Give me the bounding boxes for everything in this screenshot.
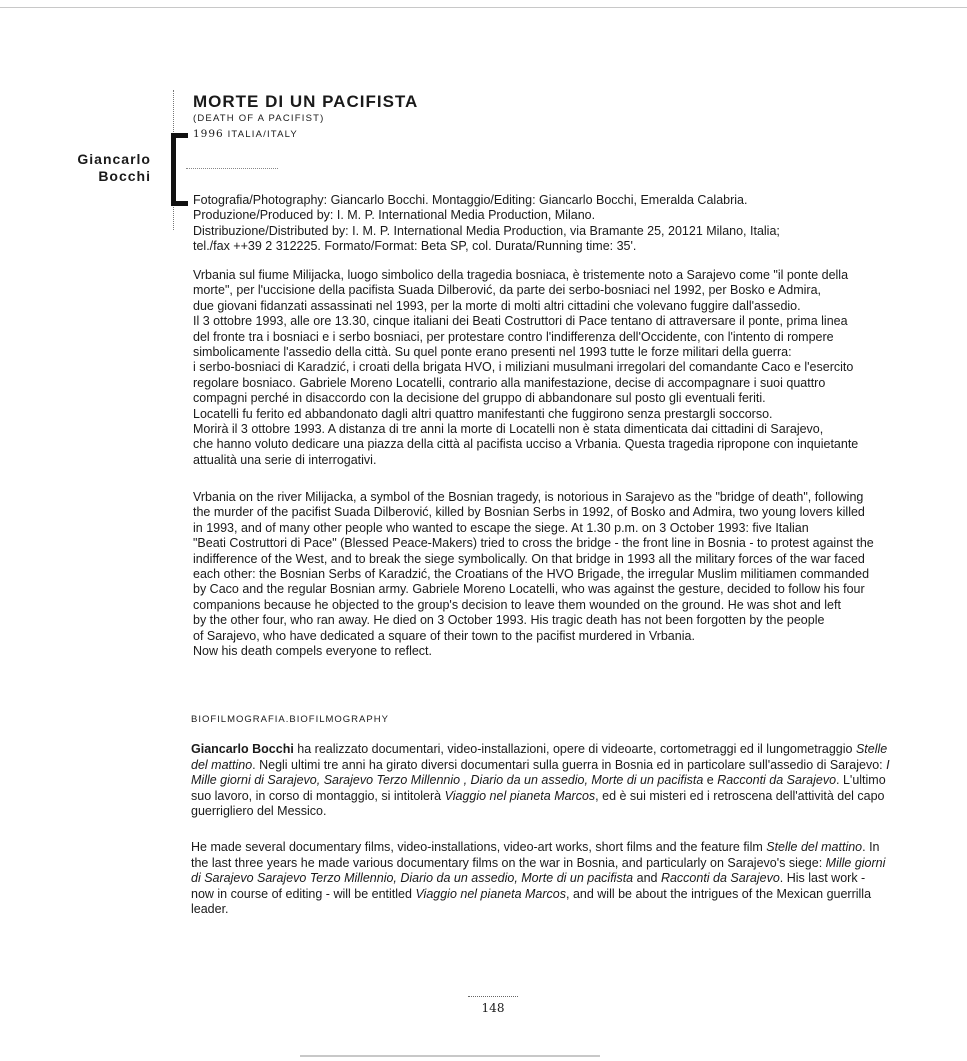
bio-film-title: Stelle del mattino — [191, 742, 888, 772]
bio-name: Giancarlo Bocchi — [191, 742, 294, 756]
bio-film-titles: Mille giorni di Sarajevo Sarajevo Terzo Millennio, Diario da un assedio, Morte di un pacifista — [191, 855, 886, 886]
page-number-rule — [468, 996, 518, 997]
bio-text: ha realizzato documentari, video-installazioni, opere di videoarte, cortometraggi ed il lungometraggio — [293, 742, 856, 756]
film-year: 1996 — [193, 128, 224, 140]
film-title: MORTE DI UN PACIFISTA — [193, 92, 419, 111]
credits-line: Distribuzione/Distributed by: I. M. P. International Media Production, via Bramante 25, 20121 Milano, Italia; — [193, 223, 780, 238]
bottom-rule — [300, 1055, 600, 1057]
bio-text: and — [633, 871, 661, 886]
credits-line: Produzione/Produced by: I. M. P. International Media Production, Milano. — [193, 208, 596, 223]
bracket-mark — [171, 133, 188, 206]
bio-english — [191, 840, 891, 918]
director-name — [77, 151, 151, 185]
film-english-title: (DEATH OF A PACIFIST) — [193, 113, 325, 124]
title-underline — [186, 168, 278, 169]
biofilmography-heading: BIOFILMOGRAFIA.BIOFILMOGRAPHY — [191, 714, 389, 725]
director-last-name: Bocchi — [98, 168, 151, 184]
credits-block — [193, 193, 893, 254]
page-number: 148 — [481, 1001, 505, 1015]
synopsis-italian: Vrbania sul fiume Milijacka, luogo simbolico della tragedia bosniaca, è tristemente noto a Sarajevo come "il ponte della morte", per l'uccisione della pacifista Suada Dilberović, da parte dei serbo-bosniaci nel 1992, per Bosko e Admira, due giovani fidanzati assassinati nel 1993, per la morte di molti altri cittadini che volevano fuggire dall'assedio. Il 3 ottobre 1993, alle ore 13.30, cinque italiani dei Beati Costruttori di Pace tentano di attraversare il ponte, prima linea del fronte tra i bosniaci e i serbo bosniaci, per protestare contro l'indifferenza dell'Occidente, con l'intento di rompere simbolicamente l'assedio della città. Su quel ponte erano presenti nel 1993 tutte le forze militari della guerra: i serbo-bosniaci di Karadzić, i croati della brigata HVO, i miliziani musulmani irregolari del comandante Caco e l'esercito regolare bosniaco. Gabriele Moreno Locatelli, contrario alla manifestazione, decise di accompagnare i suoi quattro compagni perché in disaccordo con la decisione del gruppo di abbandonare sul posto gli eventuali feriti. Locatelli fu ferito ed abbandonato dagli altri quattro manifestanti che fuggirono senza prestargli soccorso. Morirà il 3 ottobre 1993. A distanza di tre anni la morte di Locatelli non è stata dimenticata dai cittadini di Sarajevo, che hanno voluto dedicare una piazza della città al pacifista ucciso a Vrbania. Questa tragedia ripropone con inquietante attualità una serie di interrogativi. — [193, 268, 859, 467]
bio-film-titles: I Mille giorni di Sarajevo, Sarajevo Terzo Millennio , Diario da un assedio, Morte di un pacifista — [191, 757, 890, 788]
bio-text: , ed è sui misteri ed i retroscena dell'attività del capo guerrigliero del Messico. — [191, 788, 885, 819]
bio-text: e — [703, 773, 718, 788]
bio-text: . L'ultimo suo lavoro, in corso di montaggio, si intitolerà — [191, 773, 886, 803]
top-rule — [0, 7, 967, 8]
bio-film-title: Viaggio nel pianeta Marcos — [415, 886, 566, 901]
synopsis-english: Vrbania on the river Milijacka, a symbol of the Bosnian tragedy, is notorious in Sarajevo as the "bridge of death", following the murder of the pacifist Suada Dilberović, killed by Bosnian Serbs in 1992, of Bosko and Admira, two young lovers killed in 1993, and of many other people who wanted to escape the siege. At 1.30 p.m. on 3 October 1993: five Italian "Beati Costruttori di Pace" (Blessed Peace-Makers) tried to cross the bridge - the front line in Bosnia - to protest against the indifference of the West, and to break the siege symbolically. On that bridge in 1993 all the military forces of the war faced each other: the Bosnian Serbs of Karadzić, the Croatians of the HVO Brigade, the irregular Muslim militiamen commanded by Caco and the regular Bosnian army. Gabriele Moreno Locatelli, who was against the gesture, decided to follow his four companions because he objected to the group's decision to leave them wounded on the ground. He was shot and left by the other four, who ran away. He died on 3 October 1993. His tragic death has not been forgotten by the people of Sarajevo, who have dedicated a square of their town to the pacifist murdered in Vrbania. Now his death compels everyone to reflect. — [193, 490, 874, 659]
bio-film-title: Racconti da Sarajevo — [660, 871, 780, 886]
bio-text: , and will be about the intrigues of the Mexican guerrilla leader. — [191, 886, 872, 917]
director-first-name: Giancarlo — [77, 151, 151, 167]
bio-text: He made several documentary films, video-installations, video-art works, short films and the feature film — [191, 840, 767, 854]
bio-italian — [191, 742, 891, 820]
bio-text: . Negli ultimi tre anni ha girato diversi documentari sulla guerra in Bosnia ed in particolare sull'assedio di Sarajevo: — [252, 757, 887, 772]
dotted-rule-upper — [173, 90, 174, 132]
credits-line: Fotografia/Photography: Giancarlo Bocchi. Montaggio/Editing: Giancarlo Bocchi, Emeralda Calabria. — [193, 193, 748, 207]
credits-line: tel./fax ++39 2 312225. Formato/Format: Beta SP, col. Durata/Running time: 35'. — [193, 238, 637, 253]
bio-film-title: Viaggio nel pianeta Marcos — [444, 788, 596, 803]
film-year-country — [193, 128, 298, 140]
film-country: ITALIA/ITALY — [227, 129, 298, 140]
bio-film-title: Racconti da Sarajevo — [717, 773, 837, 788]
bio-text: . His last work - now in course of editing - will be entitled — [191, 871, 866, 901]
bio-text: . In the last three years he made various documentary films on the war in Bosnia, and particularly on Sarajevo's siege: — [191, 840, 880, 870]
bio-film-title: Stelle del mattino — [766, 840, 863, 854]
